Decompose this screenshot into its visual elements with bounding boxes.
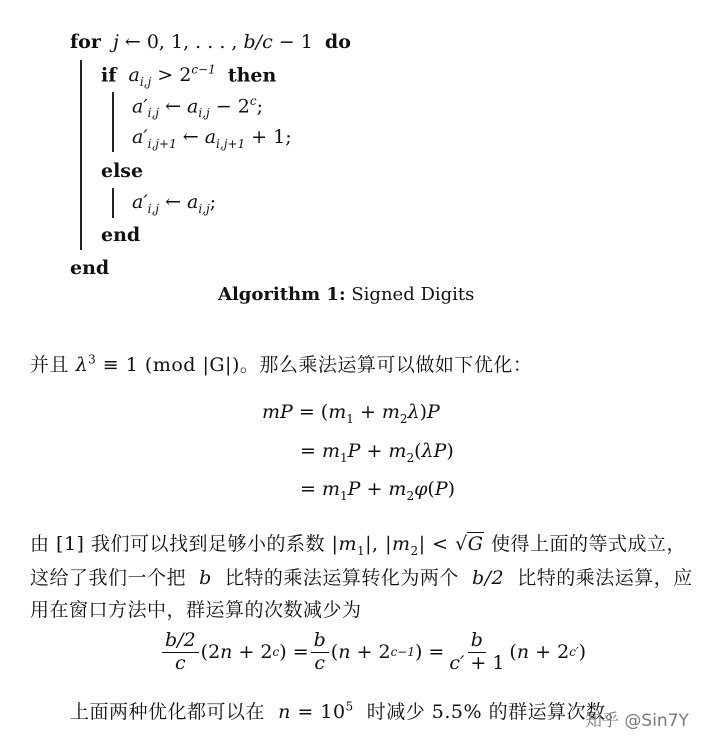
equation-line-3: = $m_1P + m_2\varphi(P)$ <box>300 478 456 503</box>
frac-b-over-c: $\frac{b}{c}$ <box>311 630 329 675</box>
n-value: $n = 10^5$ <box>271 699 354 723</box>
algorithm-caption <box>218 284 474 305</box>
assign-line-1: $a'_{i,j}$ ← $a_{i,j} - 2^c$; <box>132 94 263 121</box>
var-b-half: b/2 <box>465 567 511 589</box>
loop-range: j ← 0, 1, . . . , b/c − 1 <box>106 31 313 53</box>
para2-b: 使得上面的等式成立， <box>490 533 686 555</box>
assign-line-2: $a'_{i,j+1}$ ← $a_{i,j+1} + 1$; <box>132 126 292 151</box>
kw-then: then <box>227 64 277 87</box>
equation-line-2: = $m_1P + m_2(\lambda P)$ <box>300 440 454 465</box>
para3-a: 这给了我们一个把 <box>30 567 187 589</box>
para2-a: 由 [1] 我们可以找到足够小的系数 <box>30 533 325 555</box>
watermark: 知乎 @Sin7Y <box>585 711 689 731</box>
then-block-line <box>112 92 114 152</box>
paragraph-1 <box>30 350 532 377</box>
algorithm-for-line <box>70 31 351 53</box>
kw-else: else <box>101 160 144 182</box>
caption-label: Algorithm 1: <box>218 284 346 305</box>
algorithm-if-line <box>101 63 276 89</box>
outer-block-line <box>80 60 82 250</box>
cost-equation: $\frac{b/2}{c}$ (2 n + 2 c ) = $\frac{b}{c}$ ( n + 2 c−1 ) = $\frac{b}{c' + 1}$ ( n + 2 c′ ) <box>160 630 586 675</box>
coeff-expr: $|m_1|$, $|m_2| < √G$ <box>331 533 484 558</box>
para1-mod: (mod |G|)。那么乘法运算可以做如下优化： <box>144 354 533 376</box>
caption-text: Signed Digits <box>351 284 475 305</box>
kw-do: do <box>324 31 351 53</box>
para3-b: 比特的乘法运算转化为两个 <box>224 567 459 589</box>
para1-pre: 并且 <box>30 354 70 376</box>
equation-line-1: mP = $(m_1 + m_2\lambda)P$ <box>262 401 440 426</box>
if-condition: $a_{i,j} > 2^{c-1}$ <box>122 63 216 90</box>
kw-for: for <box>70 31 101 53</box>
var-b: b <box>192 567 219 589</box>
paragraph-3 <box>30 563 693 590</box>
para3-c: 比特的乘法运算，应 <box>517 567 693 589</box>
kw-end-outer: end <box>70 257 110 279</box>
lambda-expr: $\lambda^3 \equiv 1$ <box>75 352 139 376</box>
para4: 用在窗口方法中，群运算的次数减少为 <box>30 599 362 621</box>
paragraph-4 <box>30 595 362 622</box>
kw-end-inner: end <box>101 224 141 246</box>
assign-line-3: $a'_{i,j}$ ← $a_{i,j}$; <box>132 191 217 216</box>
paragraph-2 <box>30 529 686 558</box>
paragraph-5 <box>70 697 625 724</box>
frac-b-over-cprime: $\frac{b}{c' + 1}$ <box>449 629 505 674</box>
kw-if: if <box>101 64 117 87</box>
para5-b: 时减少 5.5% 的群运算次数。 <box>366 701 626 723</box>
para5-a: 上面两种优化都可以在 <box>70 701 266 723</box>
frac-b2-over-c: $\frac{b/2}{c}$ <box>162 630 199 675</box>
else-block-line <box>112 188 114 218</box>
